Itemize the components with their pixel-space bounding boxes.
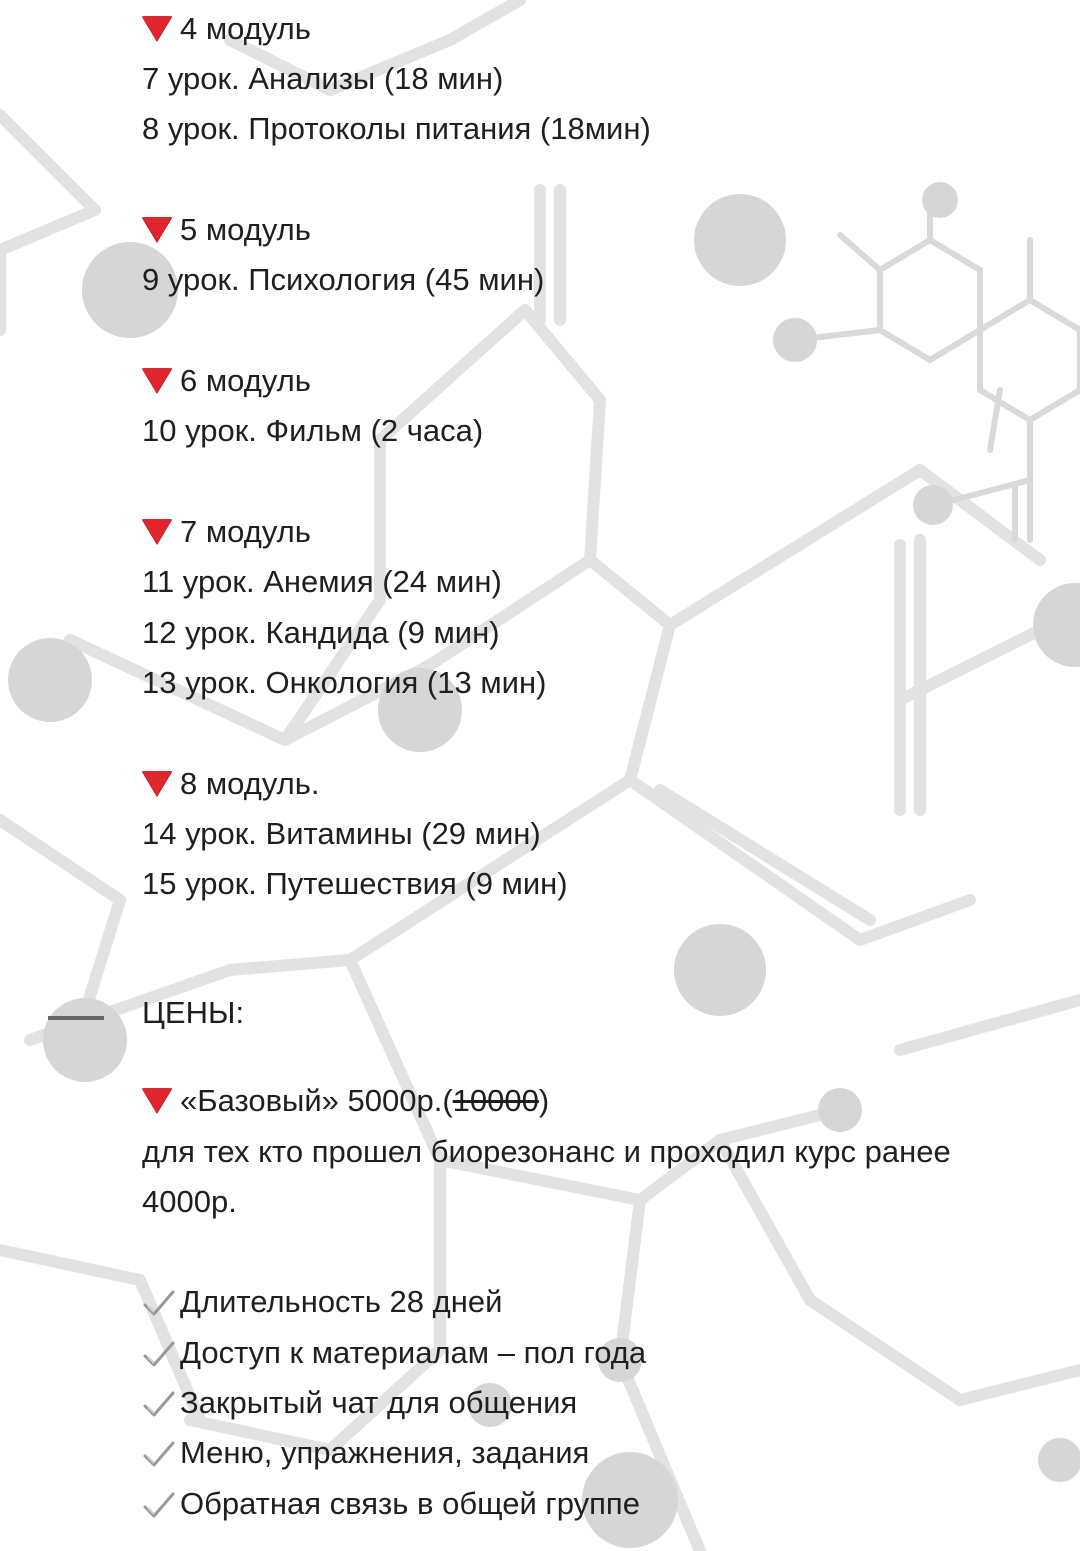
module-6-heading: 6 модуль	[142, 361, 311, 401]
red-down-triangle-icon	[142, 368, 172, 393]
old-price: 10000	[452, 1083, 539, 1118]
lesson-item: 8 урок. Протоколы питания (18мин)	[142, 111, 651, 146]
price-note: для тех кто прошел биорезонанс и проходил курс ранее 4000р.	[142, 1134, 951, 1219]
check-mark-icon	[142, 1340, 176, 1368]
feature-item: Меню, упражнения, задания	[142, 1433, 589, 1473]
module-5-heading: 5 модуль	[142, 210, 311, 250]
feature-item: Длительность 28 дней	[142, 1282, 502, 1322]
lesson-item: 13 урок. Онкология (13 мин)	[142, 665, 547, 700]
base-plan-price: «Базовый» 5000р.(10000)	[142, 1081, 549, 1121]
lesson-item: 14 урок. Витамины (29 мин)	[142, 816, 541, 851]
lesson-item: 10 урок. Фильм (2 часа)	[142, 413, 484, 448]
feature-item: Доступ к материалам – пол года	[142, 1333, 646, 1373]
module-8-heading: 8 модуль.	[142, 764, 320, 804]
lesson-item: 12 урок. Кандида (9 мин)	[142, 615, 500, 650]
module-4-heading: 4 модуль	[142, 9, 311, 49]
red-down-triangle-icon	[142, 771, 172, 796]
red-down-triangle-icon	[142, 16, 172, 41]
lesson-item: 7 урок. Анализы (18 мин)	[142, 61, 504, 96]
prices-heading: ЦЕНЫ:	[142, 995, 245, 1030]
check-mark-icon	[142, 1491, 176, 1519]
lesson-item: 9 урок. Психология (45 мин)	[142, 262, 545, 297]
dash-icon	[48, 1016, 104, 1020]
feature-item: Обратная связь в общей группе	[142, 1484, 640, 1524]
lesson-item: 11 урок. Анемия (24 мин)	[142, 564, 502, 599]
module-7-heading: 7 модуль	[142, 512, 311, 552]
red-down-triangle-icon	[142, 519, 172, 544]
check-mark-icon	[142, 1390, 176, 1418]
red-down-triangle-icon	[142, 217, 172, 242]
check-mark-icon	[142, 1289, 176, 1317]
lesson-item: 15 урок. Путешествия (9 мин)	[142, 866, 568, 901]
feature-item: Закрытый чат для общения	[142, 1383, 577, 1423]
red-down-triangle-icon	[142, 1088, 172, 1113]
check-mark-icon	[142, 1440, 176, 1468]
